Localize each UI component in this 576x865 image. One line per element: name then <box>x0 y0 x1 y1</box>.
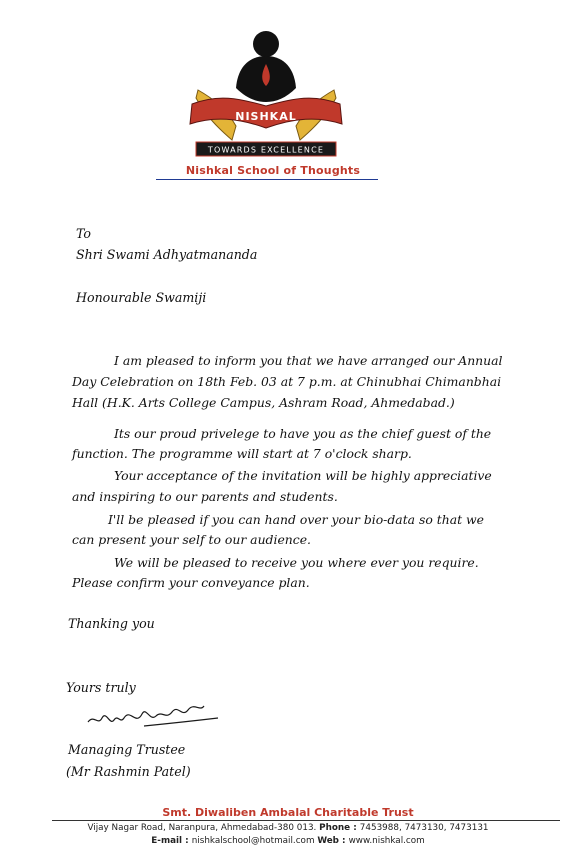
signer-title: Managing Trustee <box>68 742 186 757</box>
to-label: To <box>76 226 92 241</box>
body-line: I am pleased to inform you that we have arranged our Annual <box>114 353 503 368</box>
footer-rule <box>52 820 560 821</box>
footer-contact-line <box>0 836 576 846</box>
footer-trust-name: Smt. Diwaliben Ambalal Charitable Trust <box>162 806 414 819</box>
signature <box>84 696 224 736</box>
signer-name: (Mr Rashmin Patel) <box>66 764 191 779</box>
logo-banner-text: NISHKAL <box>235 110 297 123</box>
body-line: Hall (H.K. Arts College Campus, Ashram Road, Ahmedabad.) <box>72 395 455 410</box>
body-line: and inspiring to our parents and students. <box>72 489 338 504</box>
footer-address-line <box>0 823 576 833</box>
footer-phone-numbers: 7453988, 7473130, 7473131 <box>359 823 489 833</box>
body-line: Your acceptance of the invitation will be highly appreciative <box>114 468 492 483</box>
addressee: Shri Swami Adhyatmananda <box>76 247 258 262</box>
body-line: function. The programme will start at 7 o'clock sharp. <box>72 446 412 461</box>
logo-head <box>253 31 279 57</box>
footer-email-label: E-mail : <box>151 836 192 846</box>
school-name-underline <box>156 179 378 180</box>
footer-web: www.nishkal.com <box>348 836 425 846</box>
body-line: Please confirm your conveyance plan. <box>72 575 310 590</box>
body-line: I'll be pleased if you can hand over your bio-data so that we <box>108 512 484 527</box>
body-line: can present your self to our audience. <box>72 532 311 547</box>
body-line: We will be pleased to receive you where ever you require. <box>114 555 479 570</box>
footer-web-label: Web : <box>317 836 349 846</box>
thanks-line: Thanking you <box>68 616 155 631</box>
footer-email: nishkalschool@hotmail.com <box>191 836 318 846</box>
footer-address: Vijay Nagar Road, Naranpura, Ahmedabad-380 013. <box>87 823 320 833</box>
logo-motto: TOWARDS EXCELLENCE <box>207 145 325 155</box>
body-line: Day Celebration on 18th Feb. 03 at 7 p.m. at Chinubhai Chimanbhai <box>72 374 502 389</box>
footer-phone-label: Phone : <box>319 823 360 833</box>
body-line: Its our proud privelege to have you as the chief guest of the <box>114 426 492 441</box>
school-logo <box>178 28 354 166</box>
closing-line: Yours truly <box>66 680 136 695</box>
school-name: Nishkal School of Thoughts <box>185 164 361 177</box>
salutation: Honourable Swamiji <box>76 290 207 305</box>
